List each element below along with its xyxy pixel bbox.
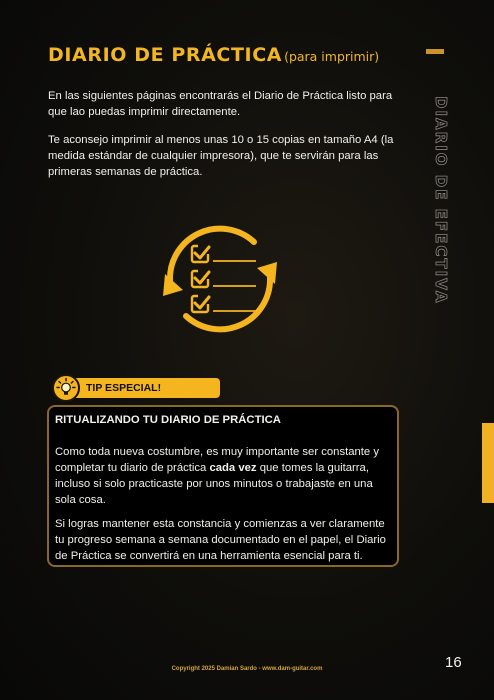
tip-p1-emphasis: cada vez [209,462,257,474]
tip-paragraph-1 [55,444,395,508]
title-subtitle: (para imprimir) [284,49,380,64]
checkbox-icon [192,296,209,312]
intro-paragraph-2: Te aconsejo imprimir al menos unas 10 o 15 copias en tamaño A4 (la medida estándar de cualquier impresora), que te servirán para las primeras semanas de práctica. [48,134,394,178]
checkbox-icon [192,271,209,287]
side-banner-text: DIARIO DE EFECTIVA [432,96,450,305]
page-number: 16 [445,654,462,671]
tip-p1-start: Como toda nueva costumbre, es muy importante ser constante y completar tu diario de práctica [55,446,380,474]
tip-box [47,405,399,567]
page-title [48,44,379,66]
tip-p1-end: que tomes la guitarra, incluso si solo practicaste por unos minutos o trabajaste en una sola cosa. [55,462,373,506]
side-accent-bar [482,423,494,503]
lightbulb-icon [52,374,80,402]
tip-heading: RITUALIZANDO TU DIARIO DE PRÁCTICA [55,414,281,426]
tip-paragraph-2: Si logras mantener esta constancia y comienzas a ver claramente tu progreso semana a semana documentado en el papel, el Diario de Práctica se convertirá en una herramienta esencial para ti. [55,518,386,562]
intro-paragraph-1: En las siguientes páginas encontrarás el Diario de Práctica listo para que lao puedas imprimir directamente. [48,90,393,118]
checkbox-icon [192,246,209,262]
footer-copyright: Copyright 2025 Damian Sardo - www.dam-guitar.com [171,666,323,672]
title-main: DIARIO DE PRÁCTICA [48,44,283,66]
checklist-cycle-icon [157,216,283,342]
top-accent-bar [426,49,444,54]
tip-badge-label: TIP ESPECIAL! [72,378,220,398]
